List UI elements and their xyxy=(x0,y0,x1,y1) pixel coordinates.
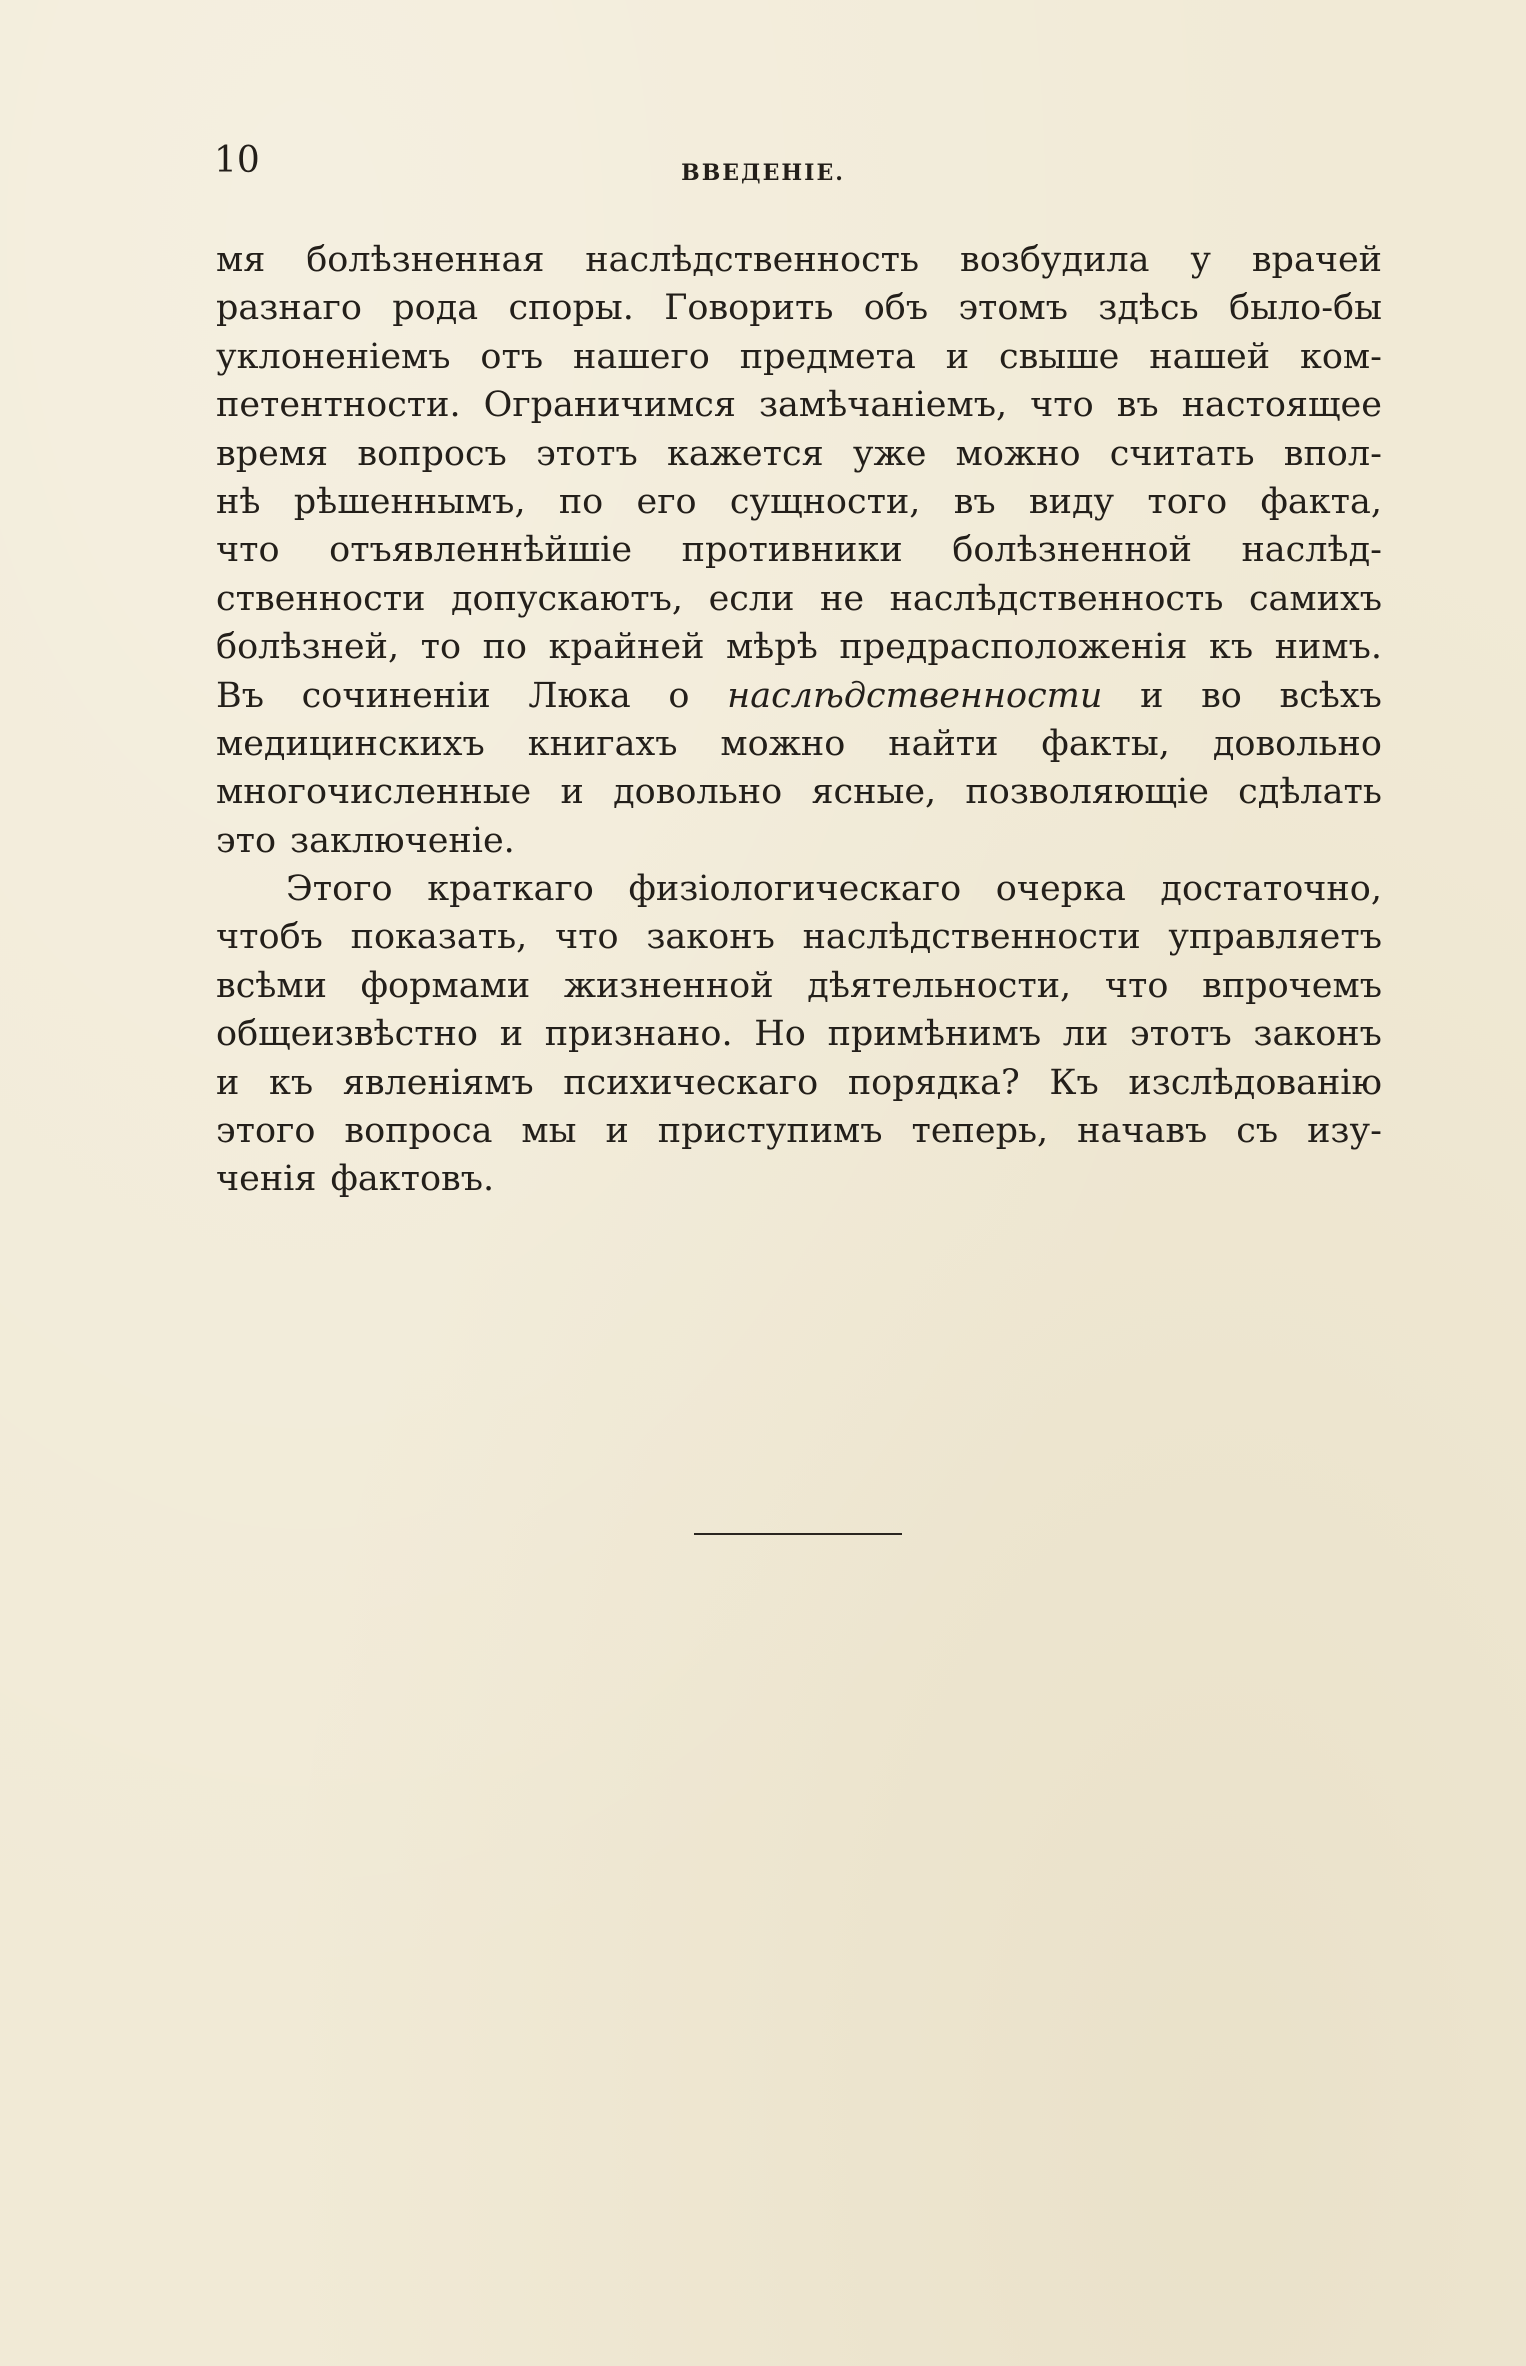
word: изслѣдованію xyxy=(1128,1062,1382,1103)
text-line xyxy=(216,1107,1382,1155)
word: мѣрѣ xyxy=(725,627,818,668)
word: вопроса xyxy=(344,1111,493,1152)
word: психическаго xyxy=(563,1062,819,1103)
text-line xyxy=(216,1155,1382,1203)
word: допускаютъ, xyxy=(450,578,684,619)
word: Но xyxy=(754,1014,806,1055)
word: нимъ. xyxy=(1274,627,1382,668)
word: болѣзненная xyxy=(306,240,545,280)
word: чтобъ xyxy=(216,917,323,958)
word: нашего xyxy=(573,336,710,377)
word: о xyxy=(668,675,690,716)
word: наслѣдственности xyxy=(802,917,1141,958)
word: объ xyxy=(863,288,929,329)
text-line xyxy=(216,381,1382,429)
word: всѣми xyxy=(216,965,327,1006)
word: ясные, xyxy=(811,772,937,813)
word: рѣшеннымъ, xyxy=(293,481,526,522)
text-line xyxy=(216,962,1382,1010)
word: кажется xyxy=(666,433,824,474)
word: жизненной xyxy=(563,965,774,1006)
word: и xyxy=(560,772,584,813)
word: можно xyxy=(955,433,1081,474)
word: свыше xyxy=(998,336,1120,377)
word: показать, xyxy=(350,917,528,958)
word: настоящее xyxy=(1181,385,1382,426)
word: предмета xyxy=(739,336,916,377)
word: этого xyxy=(216,1111,316,1152)
word: что xyxy=(1030,385,1094,426)
word: самихъ xyxy=(1248,578,1382,619)
word: приступимъ xyxy=(657,1111,883,1152)
word: порядка? xyxy=(847,1062,1020,1103)
word: то xyxy=(420,627,462,668)
word: наслѣд- xyxy=(1241,530,1382,571)
word: Этого xyxy=(286,869,393,910)
text-line xyxy=(216,236,1382,284)
word: и xyxy=(216,1062,240,1103)
word: факты, xyxy=(1041,723,1170,764)
word: уклоненіемъ xyxy=(216,336,451,377)
word: вопросъ xyxy=(357,433,507,474)
word: мя xyxy=(216,240,266,280)
word: признано. xyxy=(544,1014,733,1055)
word: время xyxy=(216,433,329,474)
word: впол- xyxy=(1283,433,1382,474)
word: съ xyxy=(1236,1111,1279,1152)
word: въ xyxy=(953,481,996,522)
page-number: 10 xyxy=(214,140,260,181)
word: врачей xyxy=(1251,240,1382,280)
word: найти xyxy=(888,723,999,764)
word: Къ xyxy=(1049,1062,1099,1103)
word: противники xyxy=(681,530,903,571)
word: фактовъ. xyxy=(330,1159,495,1200)
word: по xyxy=(558,481,604,522)
word: сущности, xyxy=(729,481,921,522)
word: этотъ xyxy=(536,433,638,474)
word: предрасположенія xyxy=(839,627,1188,668)
word: наслѣдственность xyxy=(889,578,1224,619)
word: и xyxy=(1140,675,1164,716)
word: этотъ xyxy=(1130,1014,1232,1055)
word: что xyxy=(1104,965,1169,1006)
word: ственности xyxy=(216,578,426,619)
word: крайней xyxy=(548,627,705,668)
word: во xyxy=(1201,675,1242,716)
word: позволяющіе xyxy=(965,772,1209,813)
word: рода xyxy=(392,288,479,329)
word: начавъ xyxy=(1077,1111,1208,1152)
word: дѣятельности, xyxy=(807,965,1072,1006)
word: здѣсь xyxy=(1098,288,1199,329)
text-line xyxy=(216,623,1382,671)
word: уже xyxy=(852,433,927,474)
word: въ xyxy=(1116,385,1159,426)
word: что xyxy=(216,530,280,571)
word: возбудила xyxy=(959,240,1150,280)
word: можно xyxy=(720,723,846,764)
word: у xyxy=(1190,240,1211,280)
word: споры. xyxy=(508,288,634,329)
word: этомъ xyxy=(958,288,1068,329)
word: и xyxy=(499,1014,524,1055)
word: мы xyxy=(521,1111,577,1152)
word: разнаго xyxy=(216,288,362,329)
text-line xyxy=(216,430,1382,478)
word: его xyxy=(636,481,697,522)
word: ли xyxy=(1062,1014,1109,1055)
word: довольно xyxy=(1212,723,1382,764)
word: ком- xyxy=(1299,336,1382,377)
word: считать xyxy=(1109,433,1255,474)
text-line xyxy=(216,720,1382,768)
word: факта, xyxy=(1260,481,1382,522)
word: отъ xyxy=(480,336,544,377)
word: заключеніе. xyxy=(290,820,515,861)
word: нѣ xyxy=(216,481,261,522)
word: Говорить xyxy=(664,288,834,329)
text-line xyxy=(216,526,1382,574)
word: если xyxy=(708,578,795,619)
text-line xyxy=(216,865,1382,913)
text-line xyxy=(216,913,1382,961)
word: и xyxy=(945,336,970,377)
word: Люка xyxy=(528,675,631,716)
word: теперь, xyxy=(911,1111,1049,1152)
word: петентности. xyxy=(216,385,461,426)
word: къ xyxy=(1208,627,1254,668)
word: виду xyxy=(1028,481,1115,522)
word: ченія xyxy=(216,1159,317,1200)
word: Ограничимся xyxy=(483,385,736,426)
word: того xyxy=(1147,481,1228,522)
word: болѣзненной xyxy=(952,530,1192,571)
word: было-бы xyxy=(1229,288,1382,329)
word: управляетъ xyxy=(1168,917,1382,958)
word: примѣнимъ xyxy=(827,1014,1042,1055)
word: не xyxy=(820,578,865,619)
word: болѣзней, xyxy=(216,627,400,668)
word: многочисленные xyxy=(216,772,532,813)
word: Въ xyxy=(216,675,264,716)
word: это xyxy=(216,820,277,861)
word: наслѣдственность xyxy=(585,240,920,280)
word: и xyxy=(605,1111,629,1152)
word: что xyxy=(555,917,619,958)
word: довольно xyxy=(613,772,783,813)
body-text xyxy=(216,236,1382,1204)
word: медицинскихъ xyxy=(216,723,485,764)
text-line xyxy=(216,1059,1382,1107)
paragraph-2 xyxy=(216,865,1382,1204)
word: по xyxy=(482,627,528,668)
paragraph-1 xyxy=(216,236,1382,865)
text-line xyxy=(216,817,1382,865)
word: формами xyxy=(360,965,531,1006)
running-head: ВВЕДЕНІЕ. xyxy=(681,160,845,186)
text-line xyxy=(216,672,1382,720)
word: физіологическаго xyxy=(628,869,962,910)
word: законъ xyxy=(1253,1014,1382,1055)
word: нашей xyxy=(1149,336,1271,377)
word: общеизвѣстно xyxy=(216,1014,478,1055)
word: отъявленнѣйшіе xyxy=(329,530,633,571)
word: краткаго xyxy=(427,869,594,910)
word: сдѣлать xyxy=(1238,772,1382,813)
text-line xyxy=(216,478,1382,526)
text-line xyxy=(216,333,1382,381)
word: очерка xyxy=(995,869,1126,910)
word: къ xyxy=(268,1062,314,1103)
word: замѣчаніемъ, xyxy=(758,385,1008,426)
text-line xyxy=(216,1010,1382,1058)
word: достаточно, xyxy=(1160,869,1382,910)
section-divider xyxy=(694,1533,902,1535)
word: всѣхъ xyxy=(1279,675,1382,716)
word: явленіямъ xyxy=(342,1062,534,1103)
italic-word: наслѣдственности xyxy=(727,675,1103,716)
word: изу- xyxy=(1307,1111,1382,1152)
text-line xyxy=(216,768,1382,816)
word: законъ xyxy=(646,917,775,958)
word: впрочемъ xyxy=(1202,965,1382,1006)
text-line xyxy=(216,575,1382,623)
word: сочиненіи xyxy=(301,675,491,716)
text-line xyxy=(216,284,1382,332)
word: книгахъ xyxy=(527,723,678,764)
